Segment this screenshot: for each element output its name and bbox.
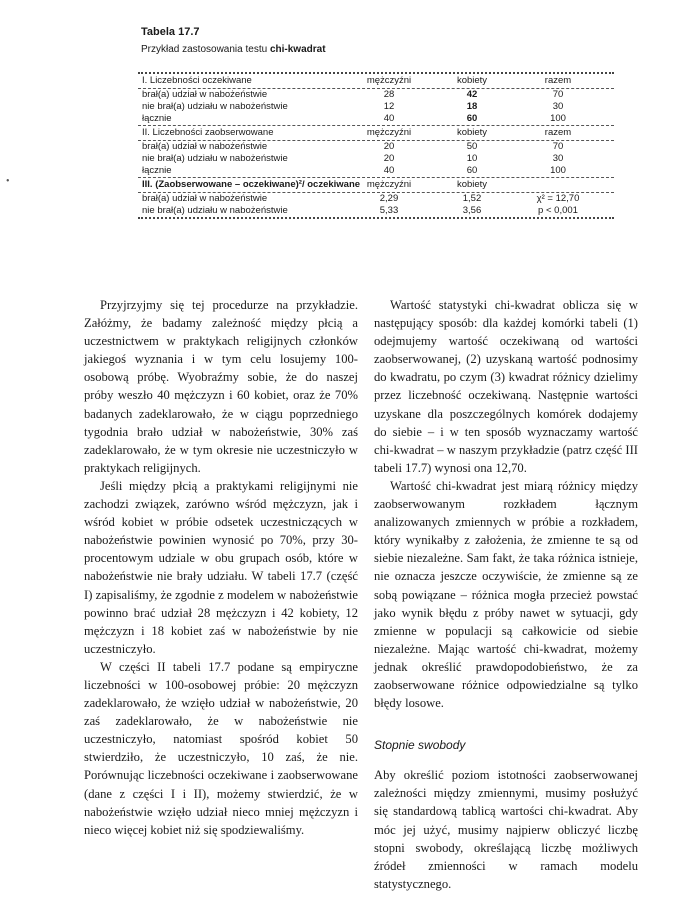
section-header-row: [138, 178, 614, 192]
cell: 70: [552, 89, 564, 100]
column-header: mężczyźni: [366, 127, 412, 138]
section-header-row: [138, 74, 614, 88]
cell: 60: [466, 165, 478, 176]
data-table: [138, 72, 614, 219]
table-row: [138, 205, 614, 217]
row-label: nie brał(a) udziału w nabożeństwie: [142, 153, 288, 164]
row-label: nie brał(a) udziału w nabożeństwie: [142, 101, 288, 112]
cell: 20: [383, 141, 395, 152]
section-label: I. Liczebności oczekiwane: [142, 75, 252, 86]
cell: 40: [383, 113, 395, 124]
cell: 18: [466, 101, 478, 112]
paragraph: Jeśli między płcią a praktykami religijnymi nie zachodzi związek, zarówno wśród mężczyzn, jak i wśród kobiet w próbie odsetek uczestniczących w nabożeństwie powinien wynosić po 70%, przy 30-procentowym udziale w obu grupach osób, które w nabożeństwie nie brały udziału. W tabeli 17.7 (część I) zapisaliśmy, że zgodnie z modelem w nabożeństwie powinno brać udział 28 mężczyzn i 42 kobiety, 12 mężczyzn i 18 kobiet zaś w nabożeństwie by nie uczestniczyło.: [84, 478, 358, 656]
cell: 50: [466, 141, 478, 152]
cell: 20: [383, 153, 395, 164]
cell: 30: [552, 101, 564, 112]
table-title-emph: chi-kwadrat: [269, 44, 326, 55]
section-label: II. Liczebności zaobserwowane: [142, 127, 274, 138]
cell: 60: [466, 113, 478, 124]
cell: 28: [383, 89, 395, 100]
column-header: kobiety: [456, 127, 488, 138]
table-row: [138, 101, 614, 113]
section-label: III. (Zaobserwowane – oczekiwane)²/ oczekiwane: [142, 179, 361, 190]
cell: 100: [550, 165, 566, 176]
column-header: kobiety: [456, 75, 488, 86]
table-title-text: Przykład zastosowania testu: [141, 44, 268, 55]
table-row: [138, 141, 614, 153]
cell: 10: [466, 153, 478, 164]
section-header-row: [138, 126, 614, 140]
cell: 42: [466, 89, 478, 100]
row-label: brał(a) udział w nabożeństwie: [142, 89, 268, 100]
row-label: łącznie: [142, 165, 172, 176]
cell: 1,52: [462, 193, 482, 204]
cell: 70: [552, 141, 564, 152]
table-row: [138, 113, 614, 125]
right-text-column: [374, 296, 638, 893]
chi-square-value: χ² = 12,70: [536, 193, 580, 204]
cell: 30: [552, 153, 564, 164]
table-title: [141, 44, 326, 55]
column-header: mężczyźni: [366, 75, 412, 86]
section-heading: Stopnie swobody: [374, 738, 466, 753]
row-label: łącznie: [142, 113, 172, 124]
table-row: [138, 89, 614, 101]
table-row: [138, 193, 614, 205]
cell: 2,29: [379, 193, 399, 204]
paragraph: Wartość chi-kwadrat jest miarą różnicy między zaobserwowanym rozkładem łącznym analizowanych zmiennych w próbie a rozkładem, który wynikałby z założenia, że zmienne te są od siebie niezależne. Sam fakt, że taka różnica istnieje, nie oznacza jeszcze oczywiście, że zmienne są ze sobą powiązane – różnica mogła przecież powstać jako wynik błędu z próby nawet w sytuacji, gdy zmienne w populacji są całkowicie od siebie niezależne. Mając wartość chi-kwadrat, możemy jednak określić prawdopodobieństwo, że za zaobserwowane różnice odpowiedzialne są tylko błędy losowe.: [374, 478, 638, 711]
row-label: nie brał(a) udziału w nabożeństwie: [142, 205, 288, 216]
paragraph: Aby określić poziom istotności zaobserwowanej zależności między zmiennymi, musimy posłużyć się standardową tablicą wartości chi-kwadrat. Aby móc jej użyć, musimy najpierw obliczyć liczbę stopni swobody, określającą liczbę możliwych źródeł zmienności w ramach modelu statystycznego.: [374, 768, 638, 891]
p-value: p < 0,001: [538, 205, 578, 216]
row-label: brał(a) udział w nabożeństwie: [142, 193, 268, 204]
margin-mark: •: [6, 176, 10, 187]
paragraph: Wartość statystyki chi-kwadrat oblicza się w następujący sposób: dla każdej komórki tabeli (1) odejmujemy wartość oczekiwaną od wartości zaobserwowanej, (2) uzyskaną wartość podnosimy do kwadratu, po czym (3) kwadrat różnicy dzielimy przez liczebność oczekiwaną. Następnie wartości uzyskane dla poszczególnych komórek dodajemy do siebie – i w ten sposób wyznaczamy wartość chi-kwadrat – w naszym przykładzie (patrz część III tabeli 17.7) wynosi ona 12,70.: [374, 298, 638, 475]
column-header: mężczyźni: [366, 179, 412, 190]
column-header: razem: [544, 127, 572, 138]
column-header: kobiety: [456, 179, 488, 190]
cell: 100: [550, 113, 566, 124]
table-number: Tabela 17.7: [141, 26, 200, 38]
table-row: [138, 165, 614, 177]
paragraph: W części II tabeli 17.7 podane są empiryczne liczebności w 100-osobowej próbie: 20 mężczyzn zadeklarowało, że wzięło udział w nabożeństwie, 20 zaś zadeklarowało, że w nabożeństwie nie uczestniczyło, natomiast spośród kobiet 50 stwierdziło, że uczestniczyło, 10 zaś, że nie. Porównując liczebności oczekiwane i zaobserwowane (dane z części I i II), możemy stwierdzić, że w nabożeństwie wzięło udział nieco mniej mężczyzn i nieco więcej kobiet niż się spodziewaliśmy.: [84, 659, 358, 837]
cell: 5,33: [379, 205, 399, 216]
cell: 3,56: [462, 205, 482, 216]
paragraph: Przyjrzyjmy się tej procedurze na przykładzie. Załóżmy, że badamy zależność między płcią a uczestnictwem w praktykach religijnych członków jakiegoś wyznania i w tym celu losujemy 100-osobową próbę. Wyobraźmy sobie, że do naszej próby weszło 40 mężczyzn i 60 kobiet, oraz że 70% badanych zadeklarowało, że w ciągu poprzedniego tygodnia brało udział w nabożeństwie, 30% zaś zadeklarowało, że w tym okresie nie uczestniczyło w praktykach religijnych.: [84, 298, 358, 475]
row-label: brał(a) udział w nabożeństwie: [142, 141, 268, 152]
left-text-column: [84, 296, 358, 839]
table-rule: [138, 217, 614, 219]
column-header: razem: [544, 75, 572, 86]
cell: 40: [383, 165, 395, 176]
cell: 12: [383, 101, 395, 112]
table-row: [138, 153, 614, 165]
